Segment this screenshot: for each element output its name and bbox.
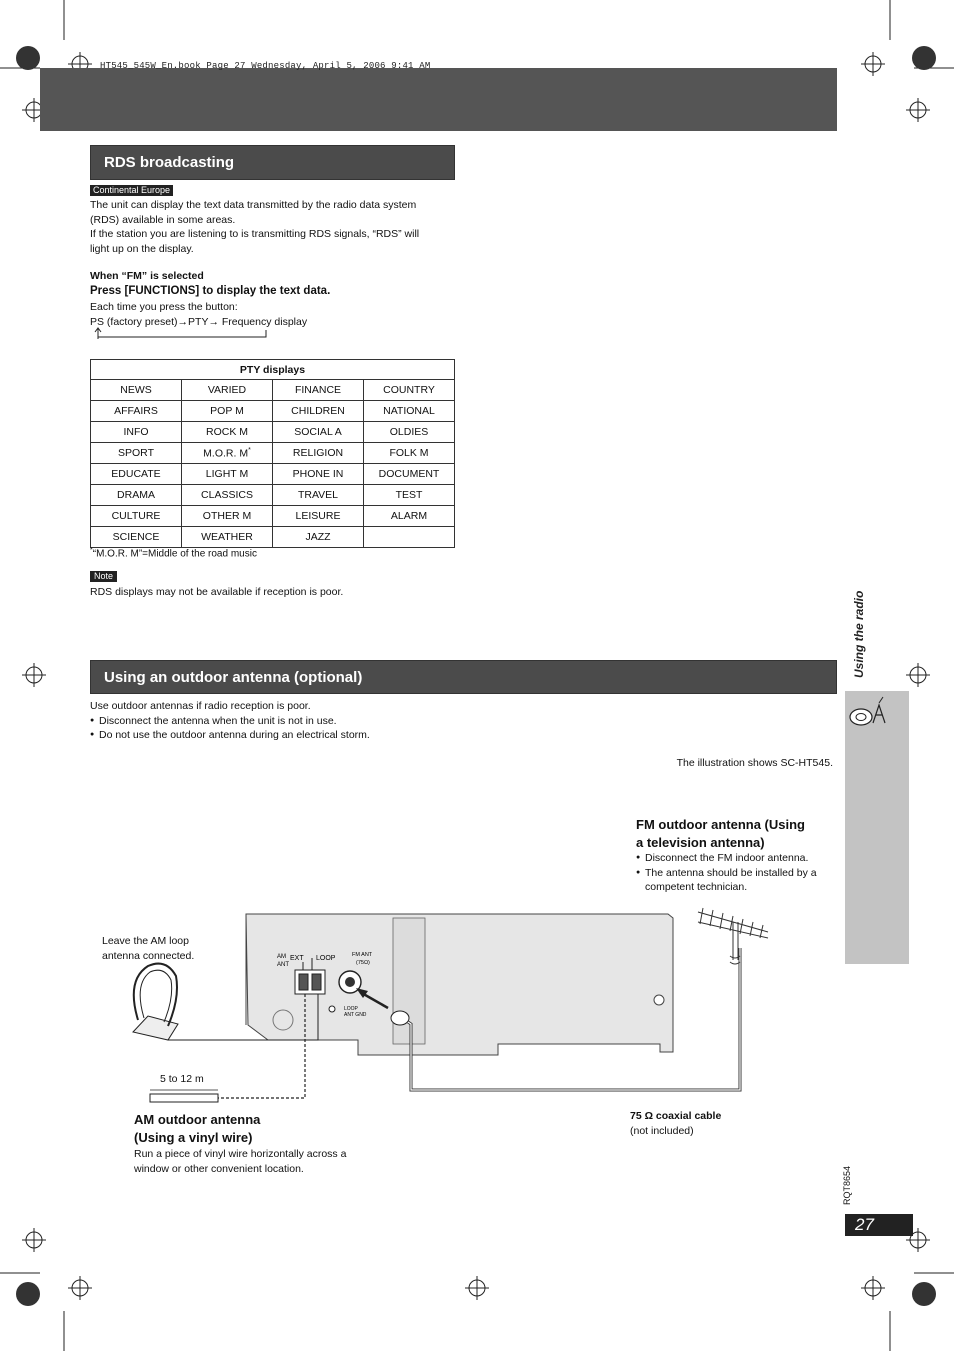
table-row	[91, 380, 455, 401]
table-cell: COUNTRY	[364, 380, 455, 401]
intro-line: The unit can display the text data transmitted by the radio data system	[90, 199, 417, 211]
table-cell: DRAMA	[91, 485, 182, 506]
table-cell: NEWS	[91, 380, 182, 401]
radio-icon	[845, 691, 909, 731]
table-row	[91, 527, 455, 548]
list-item-text: The antenna should be installed by a	[645, 866, 817, 879]
table-cell-mor	[182, 443, 273, 464]
coax-label-line: (not included)	[630, 1124, 694, 1137]
table-cell: RELIGION	[273, 443, 364, 464]
list-item	[636, 866, 836, 895]
list-item: ● Disconnect the antenna when the unit is not in use.	[90, 714, 590, 729]
panel-label-loop: LOOP	[316, 955, 336, 962]
fm-title-line: a television antenna)	[636, 835, 765, 850]
am-loop-antenna	[133, 964, 178, 1040]
table-cell: TRAVEL	[273, 485, 364, 506]
table-cell: CHILDREN	[273, 401, 364, 422]
panel-label-ant: ANT	[277, 962, 289, 968]
fm-title-line: FM outdoor antenna (Using	[636, 817, 805, 832]
antenna-intro-block	[90, 699, 590, 743]
table-cell: JAZZ	[273, 527, 364, 548]
panel-label-fm-ant: FM ANT	[352, 952, 373, 958]
intro-line: (RDS) available in some areas.	[90, 213, 236, 226]
table-cell	[364, 527, 455, 548]
antenna-intro: Use outdoor antennas if radio reception is poor.	[90, 700, 311, 712]
am-desc-line: window or other convenient location.	[134, 1162, 304, 1175]
fm-bullets	[636, 851, 836, 895]
region-tag: Continental Europe	[90, 185, 173, 196]
list-item: ● Do not use the outdoor antenna during an electrical storm.	[90, 728, 590, 743]
table-cell: AFFAIRS	[91, 401, 182, 422]
table-row	[91, 443, 455, 464]
table-cell: ROCK M	[182, 422, 273, 443]
coax-label-line: 75 Ω coaxial cable	[630, 1110, 722, 1122]
footnote-marker: *	[248, 446, 251, 454]
table-row	[91, 485, 455, 506]
pty-table-header: PTY displays	[91, 360, 455, 380]
table-cell: CULTURE	[91, 506, 182, 527]
table-row	[91, 464, 455, 485]
table-cell: FOLK M	[364, 443, 455, 464]
panel-label-ext: EXT	[290, 955, 304, 962]
distance-label: 5 to 12 m	[160, 1073, 204, 1085]
note-tag: Note	[90, 571, 117, 582]
panel-label-loop-gnd: LOOP	[344, 1006, 358, 1012]
list-item: ● Disconnect the FM indoor antenna.	[636, 851, 836, 866]
table-cell: SCIENCE	[91, 527, 182, 548]
table-cell: PHONE IN	[273, 464, 364, 485]
coax-plug	[391, 1011, 409, 1025]
instruction: Press [FUNCTIONS] to display the text data.	[90, 285, 331, 297]
table-cell: INFO	[91, 422, 182, 443]
rds-intro	[90, 198, 460, 256]
table-footnote	[90, 547, 257, 559]
am-loop-line: Leave the AM loop	[102, 935, 189, 947]
am-title-line: (Using a vinyl wire)	[134, 1130, 253, 1145]
table-cell: SPORT	[91, 443, 182, 464]
doc-code	[838, 1160, 858, 1210]
table-cell: EDUCATE	[91, 464, 182, 485]
pty-table	[90, 359, 455, 548]
side-tab	[845, 691, 909, 964]
header-bar	[40, 68, 837, 131]
panel-label-am: AM	[277, 954, 286, 960]
table-cell: ALARM	[364, 506, 455, 527]
antenna-bullets	[90, 714, 590, 743]
panel-screw	[654, 995, 664, 1005]
table-cell: VARIED	[182, 380, 273, 401]
table-cell: DOCUMENT	[364, 464, 455, 485]
am-title-line: AM outdoor antenna	[134, 1112, 261, 1127]
coax-cable-label	[630, 1109, 721, 1138]
table-cell-text: M.O.R. M	[203, 447, 249, 460]
note-text: RDS displays may not be available if reception is poor.	[90, 586, 344, 598]
doc-code-text: RQT8654	[842, 1165, 852, 1205]
file-info: HT545_545W_En.book Page 27 Wednesday, April 5, 2006 9:41 AM	[100, 61, 431, 71]
table-row	[91, 422, 455, 443]
section-title-rds: RDS broadcasting	[90, 145, 455, 180]
table-row	[91, 401, 455, 422]
am-desc-line: Run a piece of vinyl wire horizontally across a	[134, 1148, 347, 1160]
tv-antenna	[698, 908, 768, 964]
list-item-text: competent technician.	[645, 881, 748, 893]
table-cell: TEST	[364, 485, 455, 506]
am-loop-line: antenna connected.	[102, 949, 195, 962]
fm-antenna-title	[636, 816, 836, 852]
table-cell: FINANCE	[273, 380, 364, 401]
table-row	[91, 506, 455, 527]
table-cell: SOCIAL A	[273, 422, 364, 443]
am-antenna-desc	[134, 1147, 346, 1176]
panel-label-ant-gnd: ANT GND	[344, 1012, 367, 1018]
table-cell: POP M	[182, 401, 273, 422]
footnote-text: “M.O.R. M”=Middle of the road music	[92, 548, 257, 560]
intro-line: light up on the display.	[90, 242, 194, 255]
display-sequence: PS (factory preset)→PTY→ Frequency display	[90, 316, 308, 328]
table-cell: WEATHER	[182, 527, 273, 548]
am-loop-note	[102, 934, 194, 963]
condition-label: When “FM” is selected	[90, 270, 204, 282]
panel-label-fm-ohm: (75Ω)	[356, 960, 370, 966]
table-cell: OLDIES	[364, 422, 455, 443]
side-tab-text: Using the radio	[852, 590, 866, 678]
table-cell: NATIONAL	[364, 401, 455, 422]
section-title-antenna: Using an outdoor antenna (optional)	[90, 660, 837, 694]
table-cell: LIGHT M	[182, 464, 273, 485]
illustration-note: The illustration shows SC-HT545.	[676, 757, 833, 769]
am-antenna-title	[134, 1111, 260, 1147]
page-number: 27	[845, 1214, 913, 1236]
table-cell: LEISURE	[273, 506, 364, 527]
table-cell: OTHER M	[182, 506, 273, 527]
side-tab-label	[836, 578, 876, 678]
footnote-marker: *	[90, 547, 93, 554]
table-cell: CLASSICS	[182, 485, 273, 506]
each-time-text: Each time you press the button:	[90, 301, 238, 313]
sequence-return-arrow	[92, 327, 272, 341]
intro-line: If the station you are listening to is transmitting RDS signals, “RDS” will	[90, 228, 420, 240]
vinyl-wire-bar	[150, 1094, 218, 1102]
